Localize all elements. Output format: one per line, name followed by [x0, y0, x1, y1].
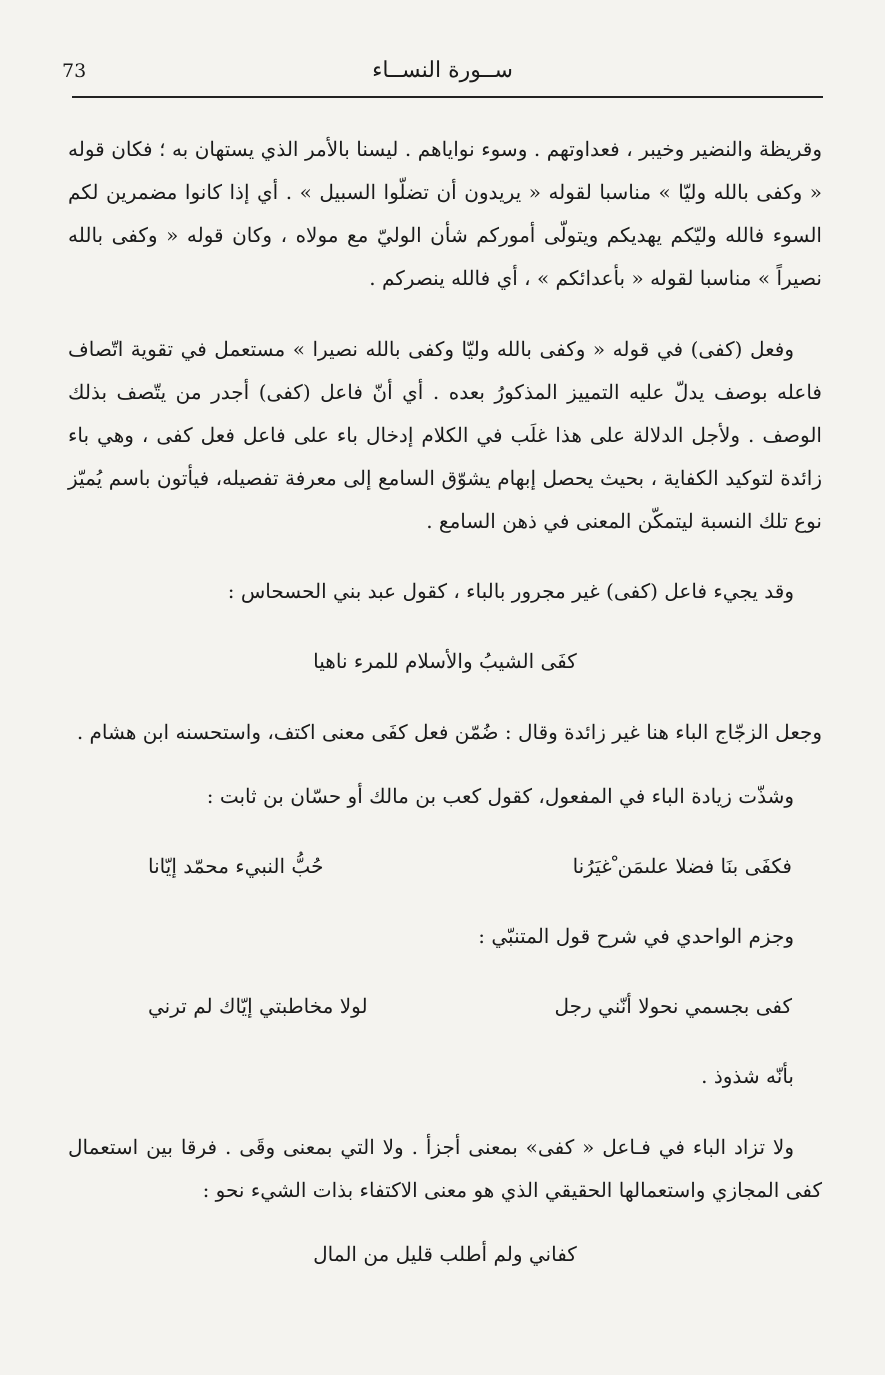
verse-3	[68, 986, 822, 1026]
paragraph-7: بأنّه شذوذ .	[701, 1064, 794, 1088]
page-body	[68, 128, 822, 1304]
paragraph-1: وقريظة والنضير وخيبر ، فعداوتهم . وسوء نواياهم . ليسنا بالأمر الذي يستهان به ؛ فكان قوله « وكفى بالله وليّا » مناسبا لقوله « يريدون أن تضلّوا السبيل » . أي إذا كانوا مضمرين لكم السوء فالله وليّكم يهديكم ويتولّى أموركم شأن الوليّ مع مولاه ، وكان قوله « وكفى بالله نصيراً » مناسبا لقوله « بأعدائكم » ، أي فالله ينصركم .	[68, 137, 822, 290]
paragraph-4: وجعل الزجّاج الباء هنا غير زائدة وقال : ضُمّن فعل كفَى معنى اكتف، واستحسنه ابن هشام .	[76, 720, 822, 744]
running-title: ســورة النســاء	[372, 58, 513, 83]
paragraph-5: وشذّت زيادة الباء في المفعول، كقول كعب بن مالك أو حسّان بن ثابت :	[206, 784, 794, 808]
verse-2	[68, 846, 822, 886]
verse-1: كفَى الشيبُ والأسلام للمرء ناهيا	[313, 649, 577, 673]
paragraph-3: وقد يجيء فاعل (كفى) غير مجرور بالباء ، كقول عبد بني الحسحاس :	[227, 579, 794, 603]
paragraph-6: وجزم الواحدي في شرح قول المتنبّي :	[478, 924, 794, 948]
verse-3-first-hemistich: كفى بجسمي نحولا أنّني رجل	[554, 994, 792, 1018]
header-rule	[72, 96, 823, 98]
verse-4: كفاني ولم أطلب قليل من المال	[313, 1242, 577, 1266]
paragraph-2: وفعل (كفى) في قوله « وكفى بالله وليّا وكفى بالله نصيرا » مستعمل في تقوية اتّصاف فاعله بوصف يدلّ عليه التمييز المذكورُ بعده . أي أنّ فاعل (كفى) أجدر من يتّصف بذلك الوصف . ولأجل الدلالة على هذا غلَب في الكلام إدخال باء على فاعل فعل كفى ، وهي باء زائدة لتوكيد الكفاية ، بحيث يحصل إبهام يشوّق السامع إلى معرفة تفصيله، فيأتون باسم يُميّز نوع تلك النسبة ليتمكّن المعنى في ذهن السامع .	[68, 337, 822, 533]
verse-2-first-hemistich: فكفَى بنَا فضلا علىمَن ْغيَرُنا	[572, 854, 792, 878]
verse-3-second-hemistich: لولا مخاطبتي إيّاك لم ترني	[148, 994, 368, 1018]
page-number: 73	[62, 60, 87, 82]
verse-2-second-hemistich: حُبُّ النبيء محمّد إيّانا	[148, 854, 324, 878]
paragraph-8: ولا تزاد الباء في فـاعل « كفى» بمعنى أجزأ . ولا التي بمعنى وقَى . فرقا بين استعمال كفى المجازي واستعمالها الحقيقي الذي هو معنى الاكتفاء بذات الشيء نحو :	[68, 1135, 822, 1202]
